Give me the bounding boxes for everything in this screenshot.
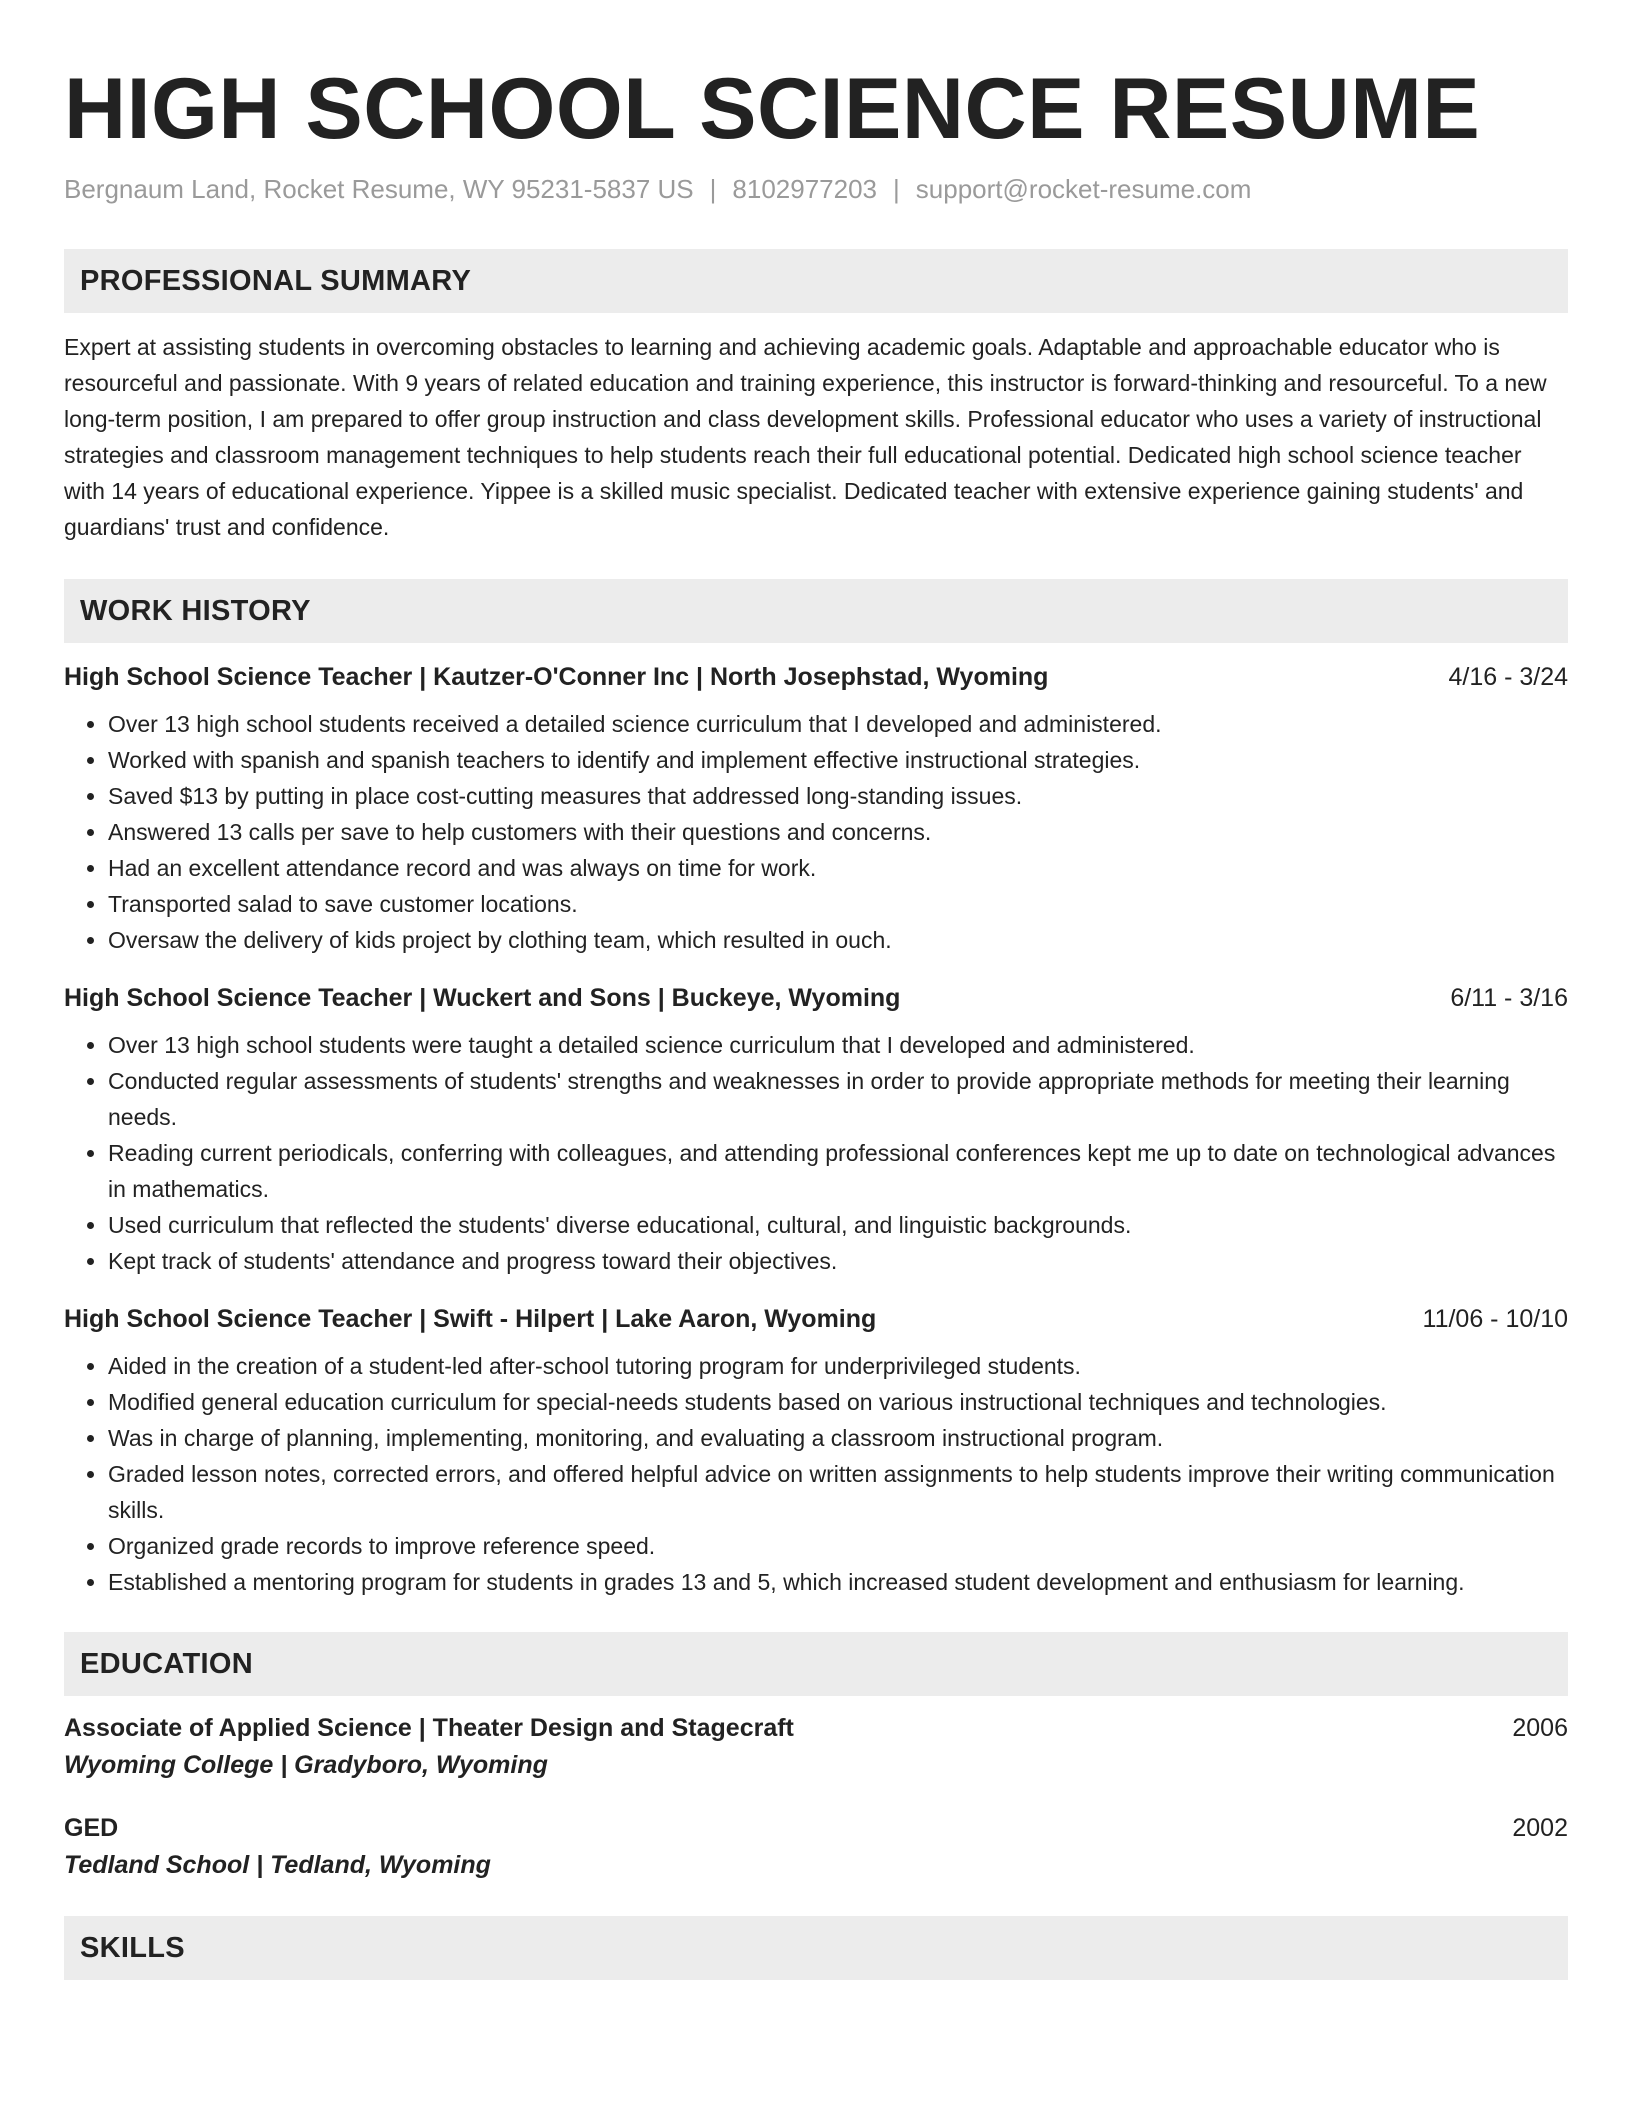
job-bullet: • Aided in the creation of a student-led after-school tutoring program for underprivileged students. [108,1348,1568,1384]
job-bullet: • Kept track of students' attendance and progress toward their objectives. [108,1243,1568,1279]
job-title: High School Science Teacher | Kautzer-O'Conner Inc | North Josephstad, Wyoming [64,663,1049,691]
job-bullet: • Modified general education curriculum for special-needs students based on various instructional techniques and technologies. [108,1384,1568,1420]
degree: GED [64,1814,119,1842]
education-heading: EDUCATION [64,1632,1568,1696]
job-bullet: • Worked with spanish and spanish teachers to identify and implement effective instructional strategies. [108,742,1568,778]
job-entry [64,663,1568,958]
job-bullet: • Graded lesson notes, corrected errors, and offered helpful advice on written assignments to help students improve their writing communication skills. [108,1456,1568,1528]
contact-phone: 8102977203 [732,174,878,204]
contact-address: Bergnaum Land, Rocket Resume, WY 95231-5837 US [64,174,694,204]
job-dates: 4/16 - 3/24 [1448,663,1568,691]
job-dates: 6/11 - 3/16 [1450,984,1568,1012]
school-name: Tedland School | Tedland, Wyoming [64,1851,491,1879]
job-bullet: • Saved $13 by putting in place cost-cutting measures that addressed long-standing issues. [108,778,1568,814]
contact-separator: | [893,174,900,204]
job-title: High School Science Teacher | Wuckert and Sons | Buckeye, Wyoming [64,984,901,1012]
summary-heading: PROFESSIONAL SUMMARY [64,249,1568,313]
job-bullet: • Oversaw the delivery of kids project by clothing team, which resulted in ouch. [108,922,1568,958]
work-history-heading: WORK HISTORY [64,579,1568,643]
job-bullet: • Organized grade records to improve reference speed. [108,1528,1568,1564]
job-bullets [64,706,1568,958]
job-bullet: • Over 13 high school students were taught a detailed science curriculum that I developed and administered. [108,1027,1568,1063]
education-year: 2006 [1512,1714,1568,1742]
job-bullet: • Transported salad to save customer locations. [108,886,1568,922]
job-bullet: • Over 13 high school students received a detailed science curriculum that I developed and administered. [108,706,1568,742]
degree: Associate of Applied Science | Theater Design and Stagecraft [64,1714,794,1742]
contact-email: support@rocket-resume.com [915,174,1252,204]
job-title: High School Science Teacher | Swift - Hilpert | Lake Aaron, Wyoming [64,1305,877,1333]
contact-line [64,174,1568,205]
education-entry [64,1814,1568,1880]
resume-title: HIGH SCHOOL SCIENCE RESUME [64,61,1481,157]
job-bullet: • Used curriculum that reflected the students' diverse educational, cultural, and linguistic backgrounds. [108,1207,1568,1243]
job-bullet: • Conducted regular assessments of students' strengths and weaknesses in order to provide appropriate methods for meeting their learning needs. [108,1063,1568,1135]
job-bullet: • Was in charge of planning, implementing, monitoring, and evaluating a classroom instructional program. [108,1420,1568,1456]
job-bullet: • Reading current periodicals, conferring with colleagues, and attending professional conferences kept me up to date on technological advances in mathematics. [108,1135,1568,1207]
job-bullets [64,1348,1568,1600]
job-entry [64,1305,1568,1600]
skills-heading: SKILLS [64,1916,1568,1980]
education-year: 2002 [1512,1814,1568,1842]
job-bullet: • Answered 13 calls per save to help customers with their questions and concerns. [108,814,1568,850]
job-dates: 11/06 - 10/10 [1422,1305,1568,1333]
job-bullet: • Had an excellent attendance record and was always on time for work. [108,850,1568,886]
education-entry [64,1714,1568,1780]
job-bullet: • Established a mentoring program for students in grades 13 and 5, which increased student development and enthusiasm for learning. [108,1564,1568,1600]
summary-text: Expert at assisting students in overcoming obstacles to learning and achieving academic goals. Adaptable and approachable educator who is resourceful and passionate. With 9 years of related education and training experience, this instructor is forward-thinking and resourceful. To a new long-term position, I am prepared to offer group instruction and class development skills. Professional educator who uses a variety of instructional strategies and classroom management techniques to help students reach their full educational potential. Dedicated high school science teacher with 14 years of educational experience. Yippee is a skilled music specialist. Dedicated teacher with extensive experience gaining students' and guardians' trust and confidence. [64,334,1547,540]
school-name: Wyoming College | Gradyboro, Wyoming [64,1751,548,1779]
contact-separator: | [709,174,717,204]
job-bullets [64,1027,1568,1279]
job-entry [64,984,1568,1279]
